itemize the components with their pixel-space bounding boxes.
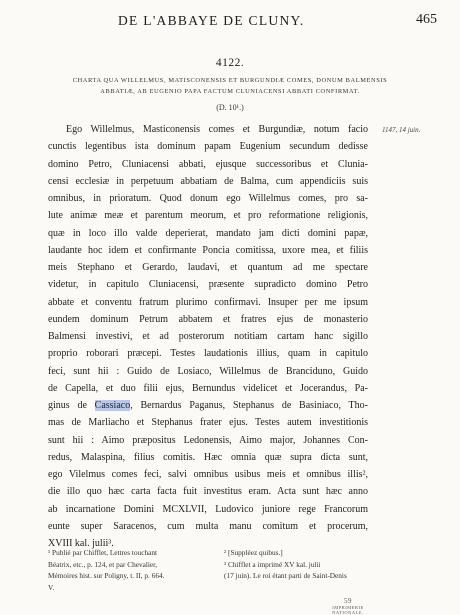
footnote-line: V. — [48, 582, 55, 592]
charter-heading-line: ABBATIÆ, AB EUGENIO PAPA FACTUM CLUNIACENSI ABBATI CONFIRMAT. — [100, 88, 360, 95]
text-segment: , Bernardus Paganus, Stephanus de Basiniaco, Tho- — [130, 400, 368, 411]
text-line: abbate et conventu fratrum plurimo confirmavi. Insuper per me ipsum — [48, 296, 368, 308]
text-line: lute animæ meæ et parentum meorum, et pro reformatione religionis, — [48, 210, 368, 222]
text-line: videtur, in capitulo Cluniacensi, præsente supradicto domino Petro — [48, 279, 368, 291]
text-line-with-highlight — [48, 397, 368, 414]
text-line: meis Stephano et Gerardo, laudavi, et quantum ad me spectare — [48, 262, 368, 273]
text-line: cunctis legentibus ista dominum papam Eugenium secundum dedisse — [48, 141, 368, 153]
text-segment: ginus de — [48, 400, 95, 411]
text-line: eundem dominum Petrum abbatem et fratres ejus de monasterio — [48, 313, 368, 325]
text-line: censi ecclesiæ in perpetuum abbatiam de Balma, cum appendiciis suis — [48, 175, 368, 187]
footnote-line: Mémoires hist. sur Poligny, t. II, p. 664. — [48, 571, 165, 580]
signature-number: 59 — [344, 597, 352, 605]
text-line: mas de Marliacho et Stephanus frater ejus. Testes autem investitionis — [48, 417, 368, 429]
running-title: DE L'ABBAYE DE CLUNY. — [118, 13, 305, 28]
text-line: redus, Malaspina, filius comitis. Hæc omnia quæ supra dicta sunt, — [48, 451, 368, 463]
text-line: quæ in loco illo valde deperierat, mandato jam dicti domini papæ, — [48, 227, 368, 239]
text-line: ab incarnatione Domini MCXLVII, Ludovico juniore rege Francorum — [48, 503, 368, 515]
text-line: omnibus, in prioratum. Quod donum ego Willelmus comes, pro sa- — [48, 193, 368, 204]
text-line: Ego Willelmus, Masticonensis comes et Burgundiæ, notum facio — [66, 124, 368, 135]
footnote-line: Béatrix, etc., p. 124, et par Chevalier, — [48, 559, 158, 569]
charter-number: 4122. — [215, 57, 245, 69]
text-line: Balmensi investivi, et ad posterorum notitiam cartam hanc sigillo — [48, 331, 368, 342]
highlighted-word[interactable]: Cassiaco — [94, 400, 131, 411]
charter-heading-line: CHARTA QUA WILLELMUS, MATISCONENSIS ET BURGUNDIÆ COMES, DONUM BALMENSIS — [72, 77, 388, 84]
footnotes-left-column — [48, 547, 208, 593]
footnote-line: ³ Chifflet a imprimé XV kal. julii — [224, 559, 321, 569]
text-line: die illo quo hæc carta facta fuit investitus eram. Acta sunt hæc anno — [48, 486, 368, 498]
footnote-line: (17 juin). Le roi étant parti de Saint-Denis — [224, 571, 347, 580]
text-line: feci, sunt hii : Guido de Losiaco, Willelmus de Branciduno, Guido — [48, 365, 368, 377]
printer-signature — [318, 597, 378, 615]
text-line: sunt hii : Aimo præpositus Ledonensis, Aimo major, Johannes Con- — [48, 434, 368, 446]
charter-text — [48, 121, 368, 552]
page-number: 465 — [416, 12, 437, 27]
signature-label: IMPRIMERIE NATIONALE. — [332, 605, 364, 615]
margin-date: 1147, 14 juin. — [382, 126, 421, 134]
charter-date: (D. 10¹.) — [216, 103, 244, 112]
footnote-line: ² [Suppléez quibus.] — [224, 548, 283, 557]
text-line: eunte super Saracenos, cum multa manu comitum et procerum, — [48, 520, 368, 532]
text-line: XVIII kal. julii³. — [48, 538, 114, 549]
text-line: de Capella, et duo filii ejus, Bernundus videlicet et Jocerandus, Pa- — [48, 382, 368, 394]
text-line: domino Petro, Cluniacensi abbati, ejusque successoribus et Clunia- — [48, 158, 368, 170]
footnotes-right-column — [224, 547, 384, 582]
text-line: ego Vilelmus comes feci, salvi omnibus usibus meis et omnibus illis², — [48, 469, 368, 480]
text-line: proprio roborari præcepi. Testes laudationis illius, quam in capitulo — [48, 348, 368, 360]
text-line: laudante hoc idem et confirmante Poncia comitissa, uxore mea, et filiis — [48, 244, 368, 256]
running-head — [0, 0, 460, 26]
charter-heading — [28, 75, 432, 97]
footnote-line: ¹ Publié par Chifflet, Lettres touchant — [48, 548, 158, 557]
